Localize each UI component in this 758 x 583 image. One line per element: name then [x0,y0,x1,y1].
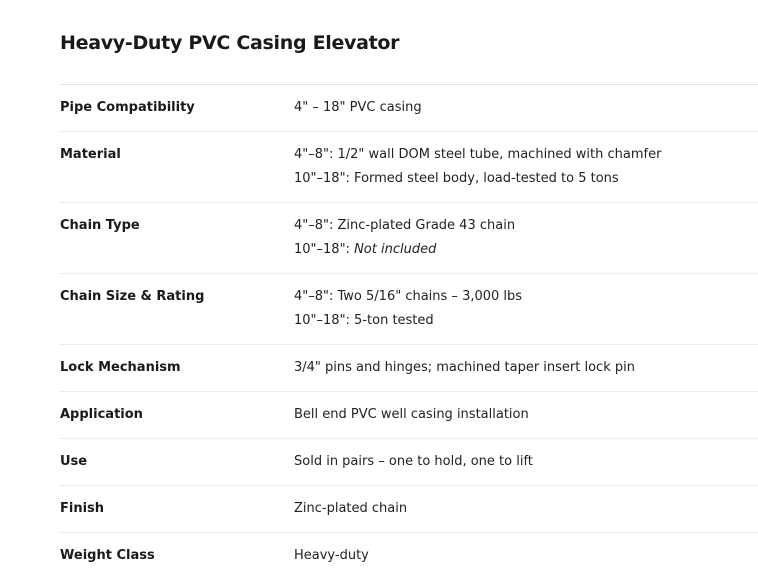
spec-value [294,285,758,333]
spec-value [294,356,758,380]
spec-label: Lock Mechanism [60,360,181,375]
spec-label: Application [60,407,143,422]
spec-value-line: 4" – 18" PVC casing [294,100,422,115]
spec-label: Chain Type [60,218,140,233]
spec-row-chain-size-rating [60,274,758,345]
spec-value-prefix: 10"–18": [294,242,355,257]
spec-label: Material [60,147,121,162]
spec-value [294,214,758,262]
spec-row-lock-mechanism [60,345,758,392]
spec-value-line: 4"–8": 1/2" wall DOM steel tube, machined with chamfer [294,147,662,162]
spec-row-application [60,392,758,439]
spec-row-finish [60,486,758,533]
spec-value [294,450,758,474]
spec-label: Pipe Compatibility [60,100,195,115]
spec-value-line: Sold in pairs – one to hold, one to lift [294,454,533,469]
spec-value-line: Bell end PVC well casing installation [294,407,529,422]
spec-value-line [294,238,758,262]
spec-label: Chain Size & Rating [60,289,205,304]
spec-row-weight-class [60,533,758,579]
spec-label: Weight Class [60,548,155,563]
spec-label: Use [60,454,88,469]
spec-row-chain-type [60,203,758,274]
spec-value-line: Heavy-duty [294,548,369,563]
spec-row-use [60,439,758,486]
spec-value-line: 3/4" pins and hinges; machined taper insert lock pin [294,360,635,375]
spec-value-emphasis: Not included [354,242,437,257]
spec-row-material [60,132,758,203]
spec-value-line: 4"–8": Two 5/16" chains – 3,000 lbs [294,289,523,304]
spec-value [294,96,758,120]
spec-row-pipe-compatibility [60,85,758,132]
spec-value-line: 10"–18": 5-ton tested [294,313,434,328]
spec-table [60,84,758,579]
spec-value [294,497,758,521]
spec-value [294,544,758,568]
spec-value-line: Zinc-plated chain [294,501,408,516]
spec-value-line: 4"–8": Zinc-plated Grade 43 chain [294,218,516,233]
spec-value-line: 10"–18": Formed steel body, load-tested to 5 tons [294,171,619,186]
spec-label: Finish [60,501,105,516]
spec-value [294,143,758,191]
spec-value [294,403,758,427]
page-title: Heavy-Duty PVC Casing Elevator [60,32,400,54]
